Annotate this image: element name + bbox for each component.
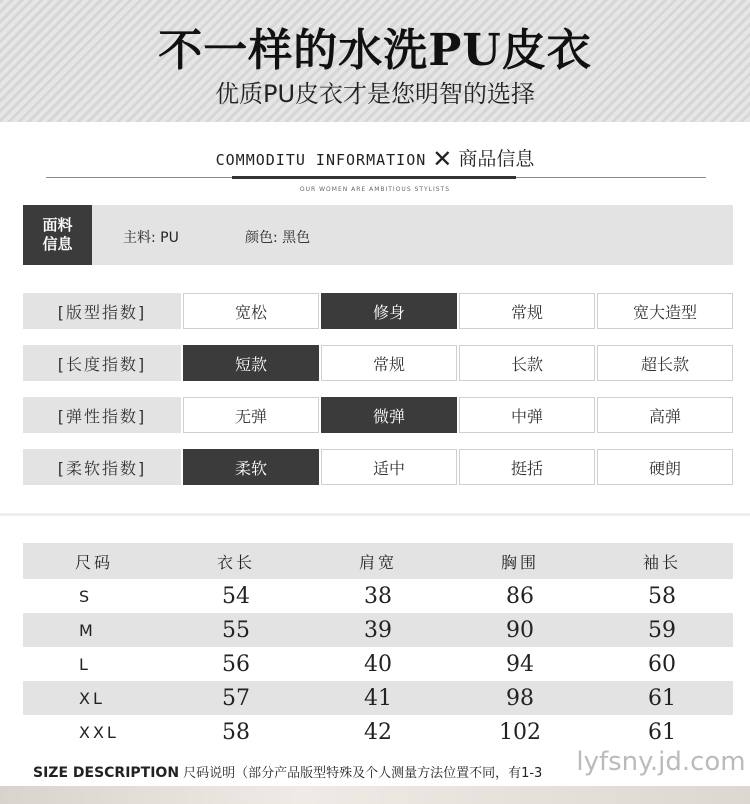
- table-cell: 54: [222, 583, 250, 609]
- header-cell: 肩宽: [358, 552, 397, 572]
- fabric-info-bar: [23, 205, 733, 265]
- index-option: 中弹: [459, 397, 595, 433]
- size-cell: S: [79, 586, 93, 606]
- header-cell: 衣长: [216, 552, 255, 572]
- index-label: [弹性指数]: [23, 397, 181, 433]
- index-row-length: [23, 345, 733, 381]
- table-cell: 58: [648, 583, 676, 609]
- index-option-selected: 短款: [183, 345, 319, 381]
- table-cell: 39: [364, 617, 392, 643]
- index-row-elasticity: [23, 397, 733, 433]
- size-cell: M: [79, 620, 96, 640]
- table-row: [23, 647, 733, 681]
- table-row: [23, 613, 733, 647]
- index-option-selected: 微弹: [321, 397, 457, 433]
- table-cell: 86: [506, 583, 534, 609]
- index-option: 长款: [459, 345, 595, 381]
- header-cell: 袖长: [642, 552, 681, 572]
- index-option: 超长款: [597, 345, 733, 381]
- banner-subtitle: 优质PU皮衣才是您明智的选择: [214, 80, 536, 108]
- fabric-color: 颜色: 黑色: [245, 230, 311, 246]
- section-divider: [0, 513, 750, 516]
- table-cell: 90: [506, 617, 534, 643]
- store-watermark: lyfsny.jd.com: [575, 744, 747, 780]
- banner-title: 不一样的水洗PU皮衣: [158, 25, 592, 76]
- heading-divider-accent: [232, 176, 516, 179]
- header-cell: 尺码: [74, 552, 113, 572]
- index-row-fit: [23, 293, 733, 329]
- index-option-selected: 修身: [321, 293, 457, 329]
- index-label: [长度指数]: [23, 345, 181, 381]
- section-heading: [0, 144, 750, 173]
- index-row-softness: [23, 449, 733, 485]
- table-cell: 60: [648, 651, 676, 677]
- index-option: 常规: [321, 345, 457, 381]
- table-cell: 59: [648, 617, 676, 643]
- index-option: 宽松: [183, 293, 319, 329]
- table-cell: 41: [364, 685, 392, 711]
- index-label: [柔软指数]: [23, 449, 181, 485]
- table-row: [23, 579, 733, 613]
- table-cell: 57: [222, 685, 250, 711]
- size-description-text: 尺码说明（部分产品版型特殊及个人测量方法位置不同，有1-3: [183, 766, 543, 781]
- index-option: 宽大造型: [597, 293, 733, 329]
- table-cell: 98: [506, 685, 534, 711]
- size-table-header: [23, 543, 733, 579]
- heading-chinese: 商品信息: [458, 148, 535, 170]
- table-cell: 42: [364, 719, 392, 745]
- size-table: [23, 543, 733, 749]
- index-option: 常规: [459, 293, 595, 329]
- table-cell: 38: [364, 583, 392, 609]
- table-cell: 40: [364, 651, 392, 677]
- size-cell: L: [79, 654, 91, 674]
- main-material: 主料: PU: [123, 230, 179, 246]
- index-option: 高弹: [597, 397, 733, 433]
- size-description: [33, 762, 542, 781]
- header-banner: [0, 0, 750, 122]
- table-cell: 94: [506, 651, 534, 677]
- index-option: 挺括: [459, 449, 595, 485]
- size-cell: XXL: [79, 722, 119, 742]
- table-cell: 61: [648, 719, 676, 745]
- index-option: 适中: [321, 449, 457, 485]
- next-image-edge: [0, 786, 750, 804]
- heading-english: COMMODITU INFORMATION: [215, 151, 427, 169]
- table-row: [23, 681, 733, 715]
- index-label: [版型指数]: [23, 293, 181, 329]
- table-cell: 58: [222, 719, 250, 745]
- fabric-label: 面料信息: [23, 205, 92, 265]
- table-cell: 61: [648, 685, 676, 711]
- table-cell: 56: [222, 651, 250, 677]
- index-option: 无弹: [183, 397, 319, 433]
- header-cell: 胸围: [500, 552, 539, 572]
- table-cell: 55: [222, 617, 250, 643]
- size-cell: XL: [79, 688, 105, 708]
- size-description-title: SIZE DESCRIPTION: [33, 765, 180, 781]
- heading-tagline: OUR WOMEN ARE AMBITIOUS STYLISTS: [299, 186, 451, 193]
- index-option-selected: 柔软: [183, 449, 319, 485]
- index-option: 硬朗: [597, 449, 733, 485]
- cross-icon: ✕: [432, 145, 453, 173]
- table-cell: 102: [499, 719, 541, 745]
